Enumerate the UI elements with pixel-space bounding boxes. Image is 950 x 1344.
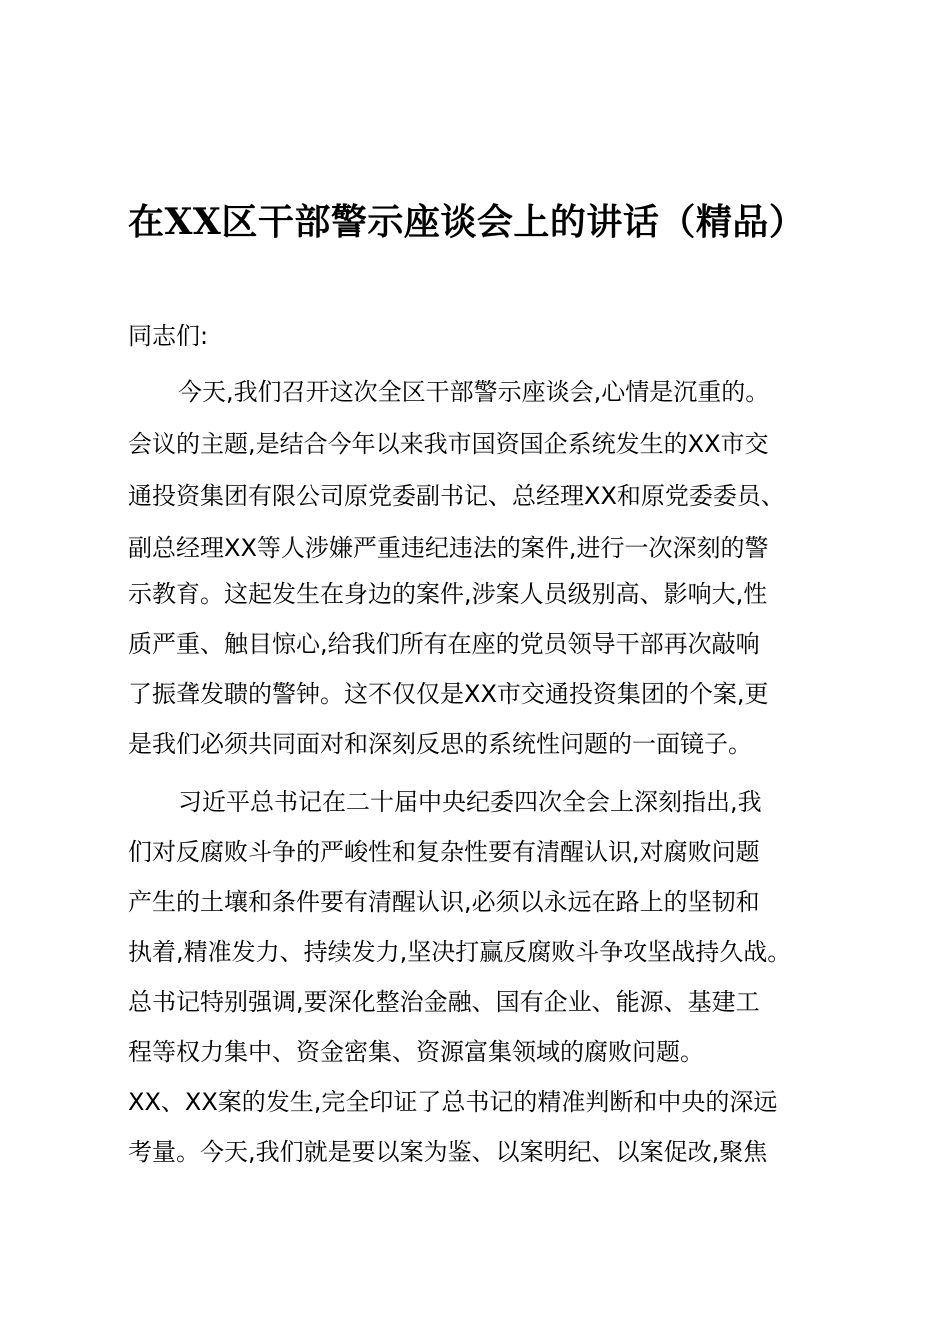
salutation: 同志们:: [128, 322, 209, 350]
text-line: 执着,精准发力、持续发力,坚决打赢反腐败斗争攻坚战持久战。: [128, 938, 792, 966]
text-line: 了振聋发聩的警钟。这不仅仅是XX市交通投资集团的个案,更: [128, 680, 769, 708]
document-title: 在XX区干部警示座谈会上的讲话（精品）: [128, 201, 806, 243]
text-line: 们对反腐败斗争的严峻性和复杂性要有清醒认识,对腐败问题: [128, 838, 760, 866]
text-line: 会议的主题,是结合今年以来我市国资国企系统发生的XX市交: [128, 430, 769, 458]
text-line: 习近平总书记在二十届中央纪委四次全会上深刻指出,我: [178, 788, 762, 816]
text-line: 副总经理XX等人涉嫌严重违纪违法的案件,进行一次深刻的警: [128, 534, 769, 562]
text-line: 产生的土壤和条件要有清醒认识,必须以永远在路上的坚韧和: [128, 888, 760, 916]
text-line: 今天,我们召开这次全区干部警示座谈会,心情是沉重的。: [178, 378, 770, 406]
text-line: 总书记特别强调,要深化整治金融、国有企业、能源、基建工: [128, 988, 760, 1016]
text-line: 通投资集团有限公司原党委副书记、总经理XX和原党委委员、: [128, 482, 785, 510]
text-line: 质严重、触目惊心,给我们所有在座的党员领导干部再次敲响: [128, 630, 760, 658]
text-line: 程等权力集中、资金密集、资源富集领域的腐败问题。: [128, 1038, 704, 1066]
text-line: XX、XX案的发生,完全印证了总书记的精准判断和中央的深远: [128, 1088, 778, 1116]
text-line: 考量。今天,我们就是要以案为鉴、以案明纪、以案促改,聚焦: [128, 1138, 768, 1166]
text-line: 是我们必须共同面对和深刻反思的系统性问题的一面镜子。: [128, 730, 752, 758]
text-line: 示教育。这起发生在身边的案件,涉案人员级别高、影响大,性: [128, 580, 768, 608]
